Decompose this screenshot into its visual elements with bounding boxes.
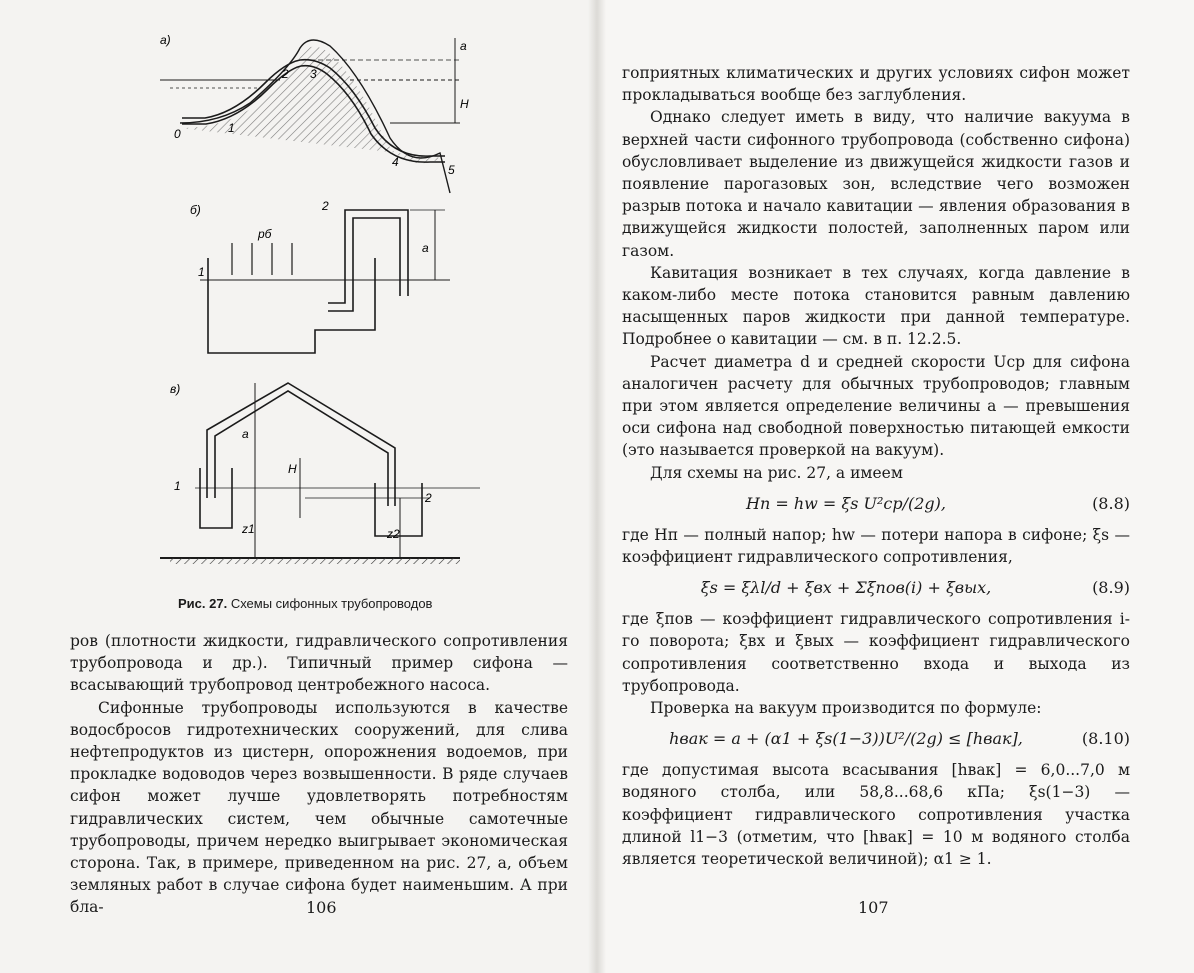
equation-8-8	[622, 484, 1130, 524]
right-page-text	[622, 62, 1130, 870]
book-gutter	[588, 0, 606, 973]
right-paragraph: где Hп — полный напор; hw — потери напора в сифоне; ξs — коэффициент гидравлического сопротивления,	[622, 525, 1130, 567]
dim-z1-label: z1	[242, 522, 255, 536]
scheme-b	[200, 210, 450, 353]
figure-27-siphon-schemes	[160, 28, 500, 590]
equation-number: (8.10)	[1081, 729, 1130, 749]
equation-body: ξs = ξλl/d + ξвх + Σξпов(i) + ξвых,	[700, 578, 992, 598]
left-paragraph: Сифонные трубопроводы используются в качестве водосбросов гидротехнических сооружений, для слива нефтепродуктов из цистерн, опорожнения водоемов, при прокладке водоводов через возвышенности. В ряде случаев сифон может лучше удовлетворять потребностям гидравлических систем, чем обычные самотечные трубопроводы, причем нередко выигрывает экономическая сторона. Так, в примере, приведенном на рис. 27, а, объем земляных работ в случае сифона будет наименьшим. А при бла-	[70, 698, 568, 917]
point-4-label: 4	[392, 155, 399, 169]
point-2-label: 2	[282, 67, 289, 81]
caption-number: Рис. 27.	[178, 596, 228, 611]
caption-text: Схемы сифонных трубопроводов	[227, 596, 433, 611]
dim-H-label: H	[460, 97, 469, 111]
b-point-2-label: 2	[322, 199, 329, 213]
point-5-label: 5	[448, 163, 455, 177]
point-3-label: 3	[310, 67, 317, 81]
scheme-c	[160, 383, 480, 561]
point-0-label: 0	[174, 127, 181, 141]
scheme-a	[160, 38, 460, 193]
right-paragraph: Проверка на вакуум производится по формуле:	[650, 699, 1042, 718]
left-page-text	[70, 630, 568, 919]
dim-a-b-label: a	[422, 241, 429, 255]
b-point-1-label: 1	[198, 265, 205, 279]
point-1-label: 1	[228, 121, 235, 135]
dim-a-v-label: a	[242, 427, 249, 441]
equation-8-9	[622, 568, 1130, 608]
right-paragraph: Однако следует иметь в виду, что наличие вакуума в верхней части сифонного трубопровода (собственно сифона) обусловливает выделение из движущейся жидкости газов и появление парогазовых зон, вследствие чего возможен разрыв потока и начало кавитации — явления образования в движущейся жидкости полостей, заполненных паром или газом.	[622, 108, 1130, 260]
equation-number: (8.8)	[1092, 493, 1130, 513]
panel-a-label: а)	[160, 33, 171, 47]
dim-z2-label: z2	[387, 527, 400, 541]
page-number-right: 107	[858, 898, 889, 917]
panel-b-label: б)	[190, 203, 201, 217]
equation-number: (8.9)	[1092, 578, 1130, 598]
right-paragraph: Кавитация возникает в тех случаях, когда давление в каком-либо месте потока становится равным давлению насыщенных паров жидкости при данной температуре. Подробнее о кавитации — см. в п. 12.2.5.	[622, 263, 1130, 349]
right-paragraph: Расчет диаметра d и средней скорости Uср для сифона аналогичен расчету для обычных трубопроводов; главным при этом является определение величины a — превышения оси сифона над свободной поверхностью питающей емкости (это называется проверкой на вакуум).	[622, 352, 1130, 460]
equation-body: hвак = a + (α1 + ξs(1−3))U²/(2g) ≤ [hвак],	[669, 729, 1023, 749]
equation-body: Hп = hw = ξs U²ср/(2g),	[745, 493, 946, 513]
dim-H-v-label: H	[288, 462, 297, 476]
right-paragraph: Для схемы на рис. 27, а имеем	[650, 463, 903, 482]
pressure-pb-label: pб	[258, 227, 272, 241]
left-paragraph: ров (плотности жидкости, гидравлического сопротивления трубопровода и др.). Типичный пример сифона — всасывающий трубопровод центробежного насоса.	[70, 632, 568, 695]
figure-caption	[178, 596, 432, 611]
equation-8-10	[622, 719, 1130, 759]
v-point-1-label: 1	[174, 479, 181, 493]
right-paragraph: где ξпов — коэффициент гидравлического сопротивления i-го поворота; ξвх и ξвых — коэффициент гидравлического сопротивления соответственно входа и выхода из трубопровода.	[622, 610, 1130, 695]
right-paragraph: гоприятных климатических и других условиях сифон может прокладываться вообще без заглубления.	[622, 64, 1130, 105]
right-paragraph: где допустимая высота всасывания [hвак] = 6,0...7,0 м водяного столба, или 58,8...68,6 кПа; ξs(1−3) — коэффициент гидравлического сопротивления участка длиной l1−3 (отметим, что [hвак] = 10 м водяного столба является теоретической величиной); α1 ≥ 1.	[622, 761, 1130, 869]
v-point-2-label: 2	[425, 491, 432, 505]
panel-v-label: в)	[170, 382, 181, 396]
page-number-left: 106	[306, 898, 337, 917]
dim-a-label: a	[460, 39, 467, 53]
